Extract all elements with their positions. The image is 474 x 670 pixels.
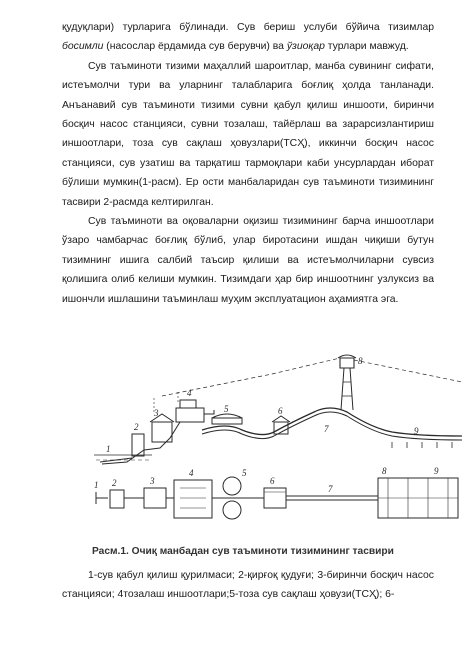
plan-labels	[94, 466, 439, 494]
label-bottom-5: 5	[242, 468, 247, 478]
label-top-2: 2	[134, 422, 139, 432]
label-top-8: 8	[358, 356, 363, 366]
label-top-9: 9	[414, 426, 419, 436]
water-supply-scheme-figure	[92, 352, 464, 547]
label-bottom-1: 1	[94, 480, 99, 490]
label-top-1: 1	[106, 444, 111, 454]
term-pressurized: босимли	[62, 41, 104, 53]
figure-caption-legend	[62, 566, 434, 605]
label-top-6: 6	[278, 406, 283, 416]
paragraph-3: Сув таъминоти ва оқоваларни оқизиш тизимининг барча иншоотлари ўзаро чамбарчас боғлиқ бўлиб, улар биротасини ишдан чиқиши бутун тизимнинг ишига салбий таъсир қилиши ва истеъмолчиларни сувсиз қолишига олиб келиши мумкин. Тизимдаги ҳар бир иншоотнинг узлуксиз ва ишончли ишлашини таъминлаш муҳим эксплуатацион аҳамиятга эга.	[62, 216, 434, 305]
legend-text: 1-сув қабул қилиш қурилмаси; 2-қирғоқ қудуғи; 3-биринчи босқич насос станцияси; 4тозалаш иншоотлари;5-тоза сув сақлаш ҳовузи(ТСҲ); 6-	[62, 570, 434, 601]
label-top-3: 3	[154, 408, 159, 418]
label-bottom-4: 4	[189, 468, 194, 478]
figure-caption-title: Расм.1. Очиқ манбадан сув таъминоти тизимининг тасвири	[92, 546, 394, 557]
label-top-4: 4	[187, 388, 192, 398]
label-top-7: 7	[324, 424, 329, 434]
term-gravity: ўзиоқар	[286, 41, 325, 53]
label-bottom-8: 8	[382, 466, 387, 476]
label-bottom-3: 3	[150, 476, 155, 486]
label-top-5: 5	[224, 404, 229, 414]
paragraph-2: Сув таъминоти тизими маҳаллий шароитлар, манба сувининг сифати, истеъмолчи тури ва уларнинг талабларига боғлиқ ҳолда танланади. Анъанавий сув таъминоти тизими сувни қабул қилиш иншооти, биринчи босқич насос станцияси, сувни тозалаш, тайёрлаш ва зарарсизлантириш иншоотлари, тоза сув сақлаш ҳовузлари(ТСҲ), иккинчи босқич насос станцияси, сув узатиш ва тарқатиш тармоқлари каби унсурлардан иборат бўлиши мумкин(1-расм). Ер ости манбаларидан сув таъминоти тизимининг тасвири 2-расмда келтирилган.	[62, 60, 434, 208]
label-bottom-7: 7	[328, 484, 333, 494]
paragraph-1: қудуқлари) турларига бўлинади. Сув бериш услуби бўйича тизимлар босимли (насослар ёрдамида сув берувчи) ва ўзиоқар турлари мавжуд.	[62, 22, 434, 53]
label-bottom-6: 6	[270, 476, 275, 486]
profile-labels	[106, 356, 419, 454]
label-bottom-9: 9	[434, 466, 439, 476]
body-text	[62, 18, 434, 309]
label-bottom-2: 2	[112, 478, 117, 488]
